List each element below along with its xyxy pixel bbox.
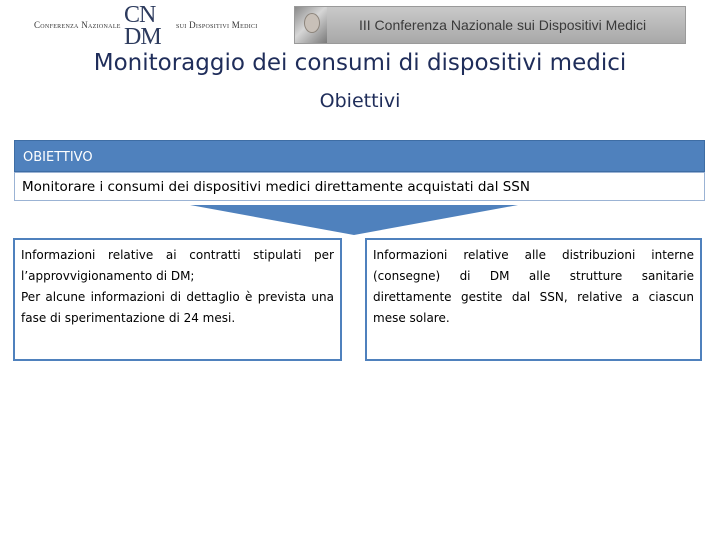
slide-title: Monitoraggio dei consumi di dispositivi medici	[93, 50, 627, 76]
objective-text-box	[14, 172, 705, 201]
contracts-info-box	[13, 238, 342, 361]
logo-left-text: Conferenza Nazionale	[34, 20, 121, 30]
conference-logo	[30, 4, 270, 48]
banner-photo	[295, 7, 327, 43]
banner-text: III Conferenza Nazionale sui Dispositivi Medici	[359, 17, 647, 33]
distribution-info-box	[365, 238, 702, 361]
logo-mark-top: CN	[124, 2, 156, 28]
conference-banner	[294, 6, 686, 44]
objective-header	[14, 140, 705, 172]
logo-mark-bottom: DM	[124, 24, 161, 50]
cndm-mark	[124, 4, 174, 48]
slide-subtitle: Obiettivi	[319, 90, 401, 112]
portrait-icon	[304, 13, 320, 33]
distribution-info-text: Informazioni relative alle distribuzioni interne (consegne) di DM alle strutture sanitarie direttamente gestite dal SSN, relative a ciascun mese solare.	[373, 248, 694, 325]
contracts-info-text: Informazioni relative ai contratti stipulati per l’approvvigionamento di DM;	[21, 248, 334, 283]
experimentation-text: Per alcune informazioni di dettaglio è prevista una fase di sperimentazione di 24 mesi.	[21, 290, 334, 325]
down-arrow-icon	[190, 205, 518, 237]
objective-label: OBIETTIVO	[23, 150, 93, 165]
objective-text: Monitorare i consumi dei dispositivi medici direttamente acquistati dal SSN	[22, 179, 530, 195]
logo-right-text: sui Dispositivi Medici	[176, 20, 258, 30]
